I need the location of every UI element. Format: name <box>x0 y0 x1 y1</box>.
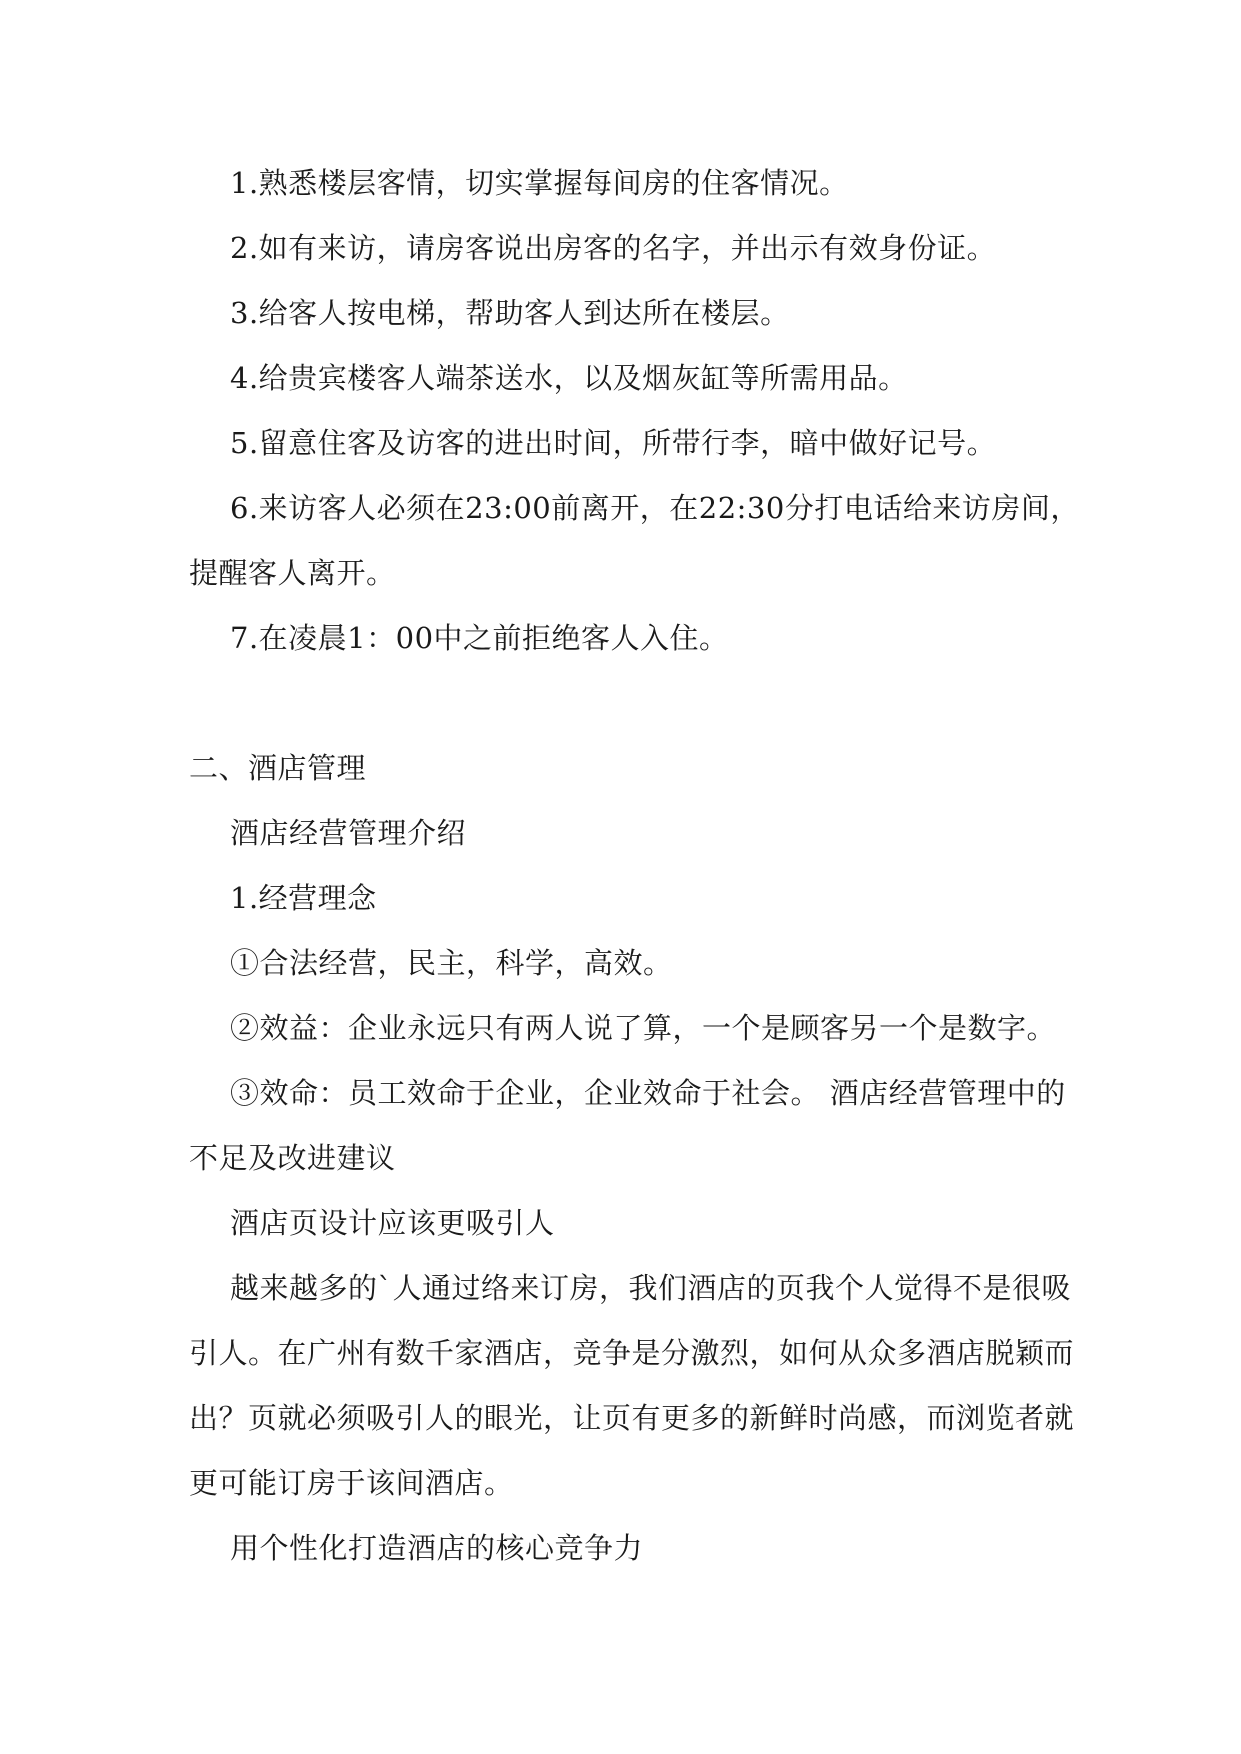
paragraph-line: 出？页就必须吸引人的眼光，让页有更多的新鲜时尚感，而浏览者就 <box>189 1401 1075 1435</box>
concept-item: ③效命：员工效命于企业，企业效命于社会。 酒店经营管理中的 <box>230 1076 1066 1110</box>
list-item: 3.给客人按电梯，帮助客人到达所在楼层。 <box>230 296 790 330</box>
list-item: 1.熟悉楼层客情，切实掌握每间房的住客情况。 <box>230 166 849 200</box>
closing-title: 用个性化打造酒店的核心竞争力 <box>230 1531 644 1565</box>
concept-title: 1.经营理念 <box>230 881 377 915</box>
concept-item-continuation: 不足及改进建议 <box>189 1141 396 1175</box>
list-item: 5.留意住客及访客的进出时间，所带行李，暗中做好记号。 <box>230 426 997 460</box>
list-item: 4.给贵宾楼客人端茶送水，以及烟灰缸等所需用品。 <box>230 361 908 395</box>
section-heading: 二、酒店管理 <box>189 751 367 785</box>
list-item: 7.在凌晨1：00中之前拒绝客人入住。 <box>230 621 729 655</box>
concept-item: ①合法经营，民主，科学，高效。 <box>230 946 673 980</box>
paragraph-line: 引人。在广州有数千家酒店，竞争是分激烈，如何从众多酒店脱颖而 <box>189 1336 1075 1370</box>
paragraph-line: 越来越多的`人通过络来订房，我们酒店的页我个人觉得不是很吸 <box>230 1271 1072 1305</box>
list-item: 2.如有来访，请房客说出房客的名字，并出示有效身份证。 <box>230 231 997 265</box>
list-item-continuation: 提醒客人离开。 <box>189 556 396 590</box>
concept-item: ②效益：企业永远只有两人说了算，一个是顾客另一个是数字。 <box>230 1011 1057 1045</box>
list-item: 6.来访客人必须在23:00前离开，在22:30分打电话给来访房间， <box>230 491 1080 525</box>
subheading: 酒店经营管理介绍 <box>230 816 467 850</box>
paragraph-title: 酒店页设计应该更吸引人 <box>230 1206 555 1240</box>
paragraph-line: 更可能订房于该间酒店。 <box>189 1466 514 1500</box>
